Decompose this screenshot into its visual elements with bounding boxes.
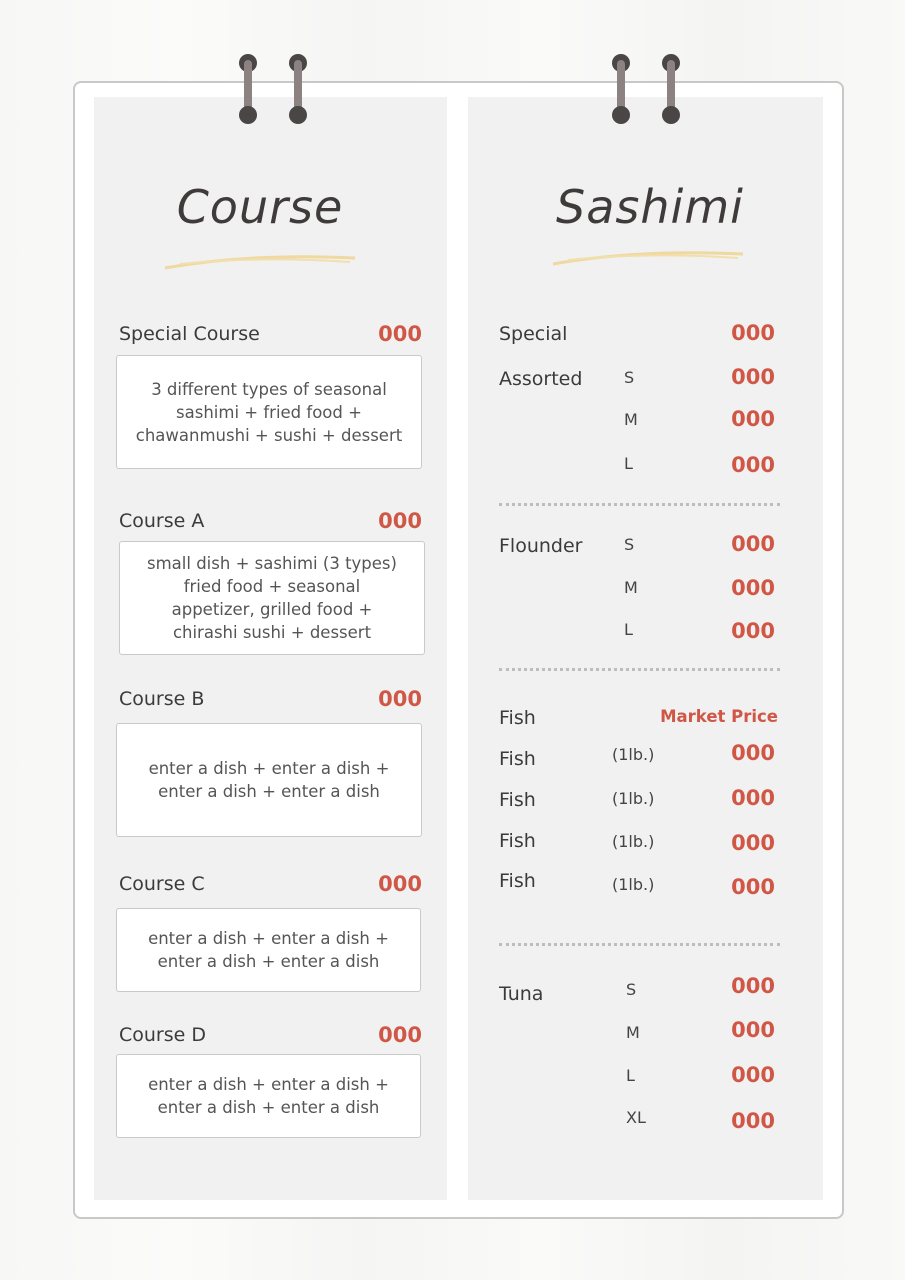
course-price: 000 <box>378 687 422 711</box>
item-price: 000 <box>731 831 775 855</box>
unit-label: (1lb.) <box>612 745 655 764</box>
title-underline <box>160 248 360 272</box>
item-price: 000 <box>731 786 775 810</box>
course-description <box>116 723 422 837</box>
binder-ring-icon <box>289 54 307 124</box>
course-name: Course A <box>119 510 205 532</box>
course-name: Special Course <box>119 323 260 345</box>
course-title: Course <box>176 180 344 234</box>
size-label: M <box>624 410 638 429</box>
binder-ring-icon <box>662 54 680 124</box>
item-price: 000 <box>731 407 775 431</box>
item-price: 000 <box>731 1109 775 1133</box>
size-label: L <box>624 454 633 473</box>
unit-label: (1lb.) <box>612 832 655 851</box>
size-label: S <box>626 980 637 999</box>
course-price: 000 <box>378 509 422 533</box>
course-description-text: small dish + sashimi (3 types) fried food + seasonal appetizer, grilled food + chirashi sushi + dessert <box>147 554 397 642</box>
item-price: 000 <box>731 974 775 998</box>
item-price: 000 <box>731 453 775 477</box>
size-label: M <box>626 1023 640 1042</box>
item-price: 000 <box>731 741 775 765</box>
divider <box>499 943 780 946</box>
course-name: Course D <box>119 1024 207 1046</box>
market-price: Market Price <box>660 707 778 726</box>
item-price: 000 <box>731 1018 775 1042</box>
binder-ring-icon <box>239 54 257 124</box>
course-description-text: enter a dish + enter a dish + enter a dish + enter a dish <box>148 929 389 971</box>
item-name: Assorted <box>499 368 583 390</box>
item-price: 000 <box>731 365 775 389</box>
size-label: L <box>624 620 633 639</box>
item-price: 000 <box>731 321 775 345</box>
item-price: 000 <box>731 875 775 899</box>
unit-label: (1lb.) <box>612 875 655 894</box>
item-name: Flounder <box>499 535 583 557</box>
course-description <box>116 1054 421 1138</box>
item-name: Fish <box>499 870 536 892</box>
item-name: Fish <box>499 707 536 729</box>
course-description-text: 3 different types of seasonal sashimi + fried food + chawanmushi + sushi + dessert <box>135 379 403 445</box>
item-price: 000 <box>731 576 775 600</box>
size-label: XL <box>626 1108 646 1127</box>
divider <box>499 503 780 506</box>
size-label: M <box>624 578 638 597</box>
item-price: 000 <box>731 532 775 556</box>
course-name: Course C <box>119 873 205 895</box>
size-label: S <box>624 535 635 554</box>
item-name: Tuna <box>499 983 544 1005</box>
course-name: Course B <box>119 688 205 710</box>
course-description <box>116 908 421 992</box>
course-price: 000 <box>378 322 422 346</box>
unit-label: (1lb.) <box>612 789 655 808</box>
item-name: Fish <box>499 830 536 852</box>
course-price: 000 <box>378 872 422 896</box>
sashimi-title: Sashimi <box>556 180 744 234</box>
item-price: 000 <box>731 1063 775 1087</box>
course-description <box>116 355 422 469</box>
course-price: 000 <box>378 1023 422 1047</box>
divider <box>499 668 780 671</box>
binder-ring-icon <box>612 54 630 124</box>
item-name: Fish <box>499 789 536 811</box>
size-label: L <box>626 1066 635 1085</box>
course-description <box>119 541 425 655</box>
size-label: S <box>624 368 635 387</box>
item-name: Special <box>499 323 568 345</box>
title-underline <box>548 244 748 268</box>
course-description-text: enter a dish + enter a dish + enter a dish + enter a dish <box>148 759 390 801</box>
course-description-text: enter a dish + enter a dish + enter a dish + enter a dish <box>148 1075 389 1117</box>
item-name: Fish <box>499 748 536 770</box>
item-price: 000 <box>731 619 775 643</box>
